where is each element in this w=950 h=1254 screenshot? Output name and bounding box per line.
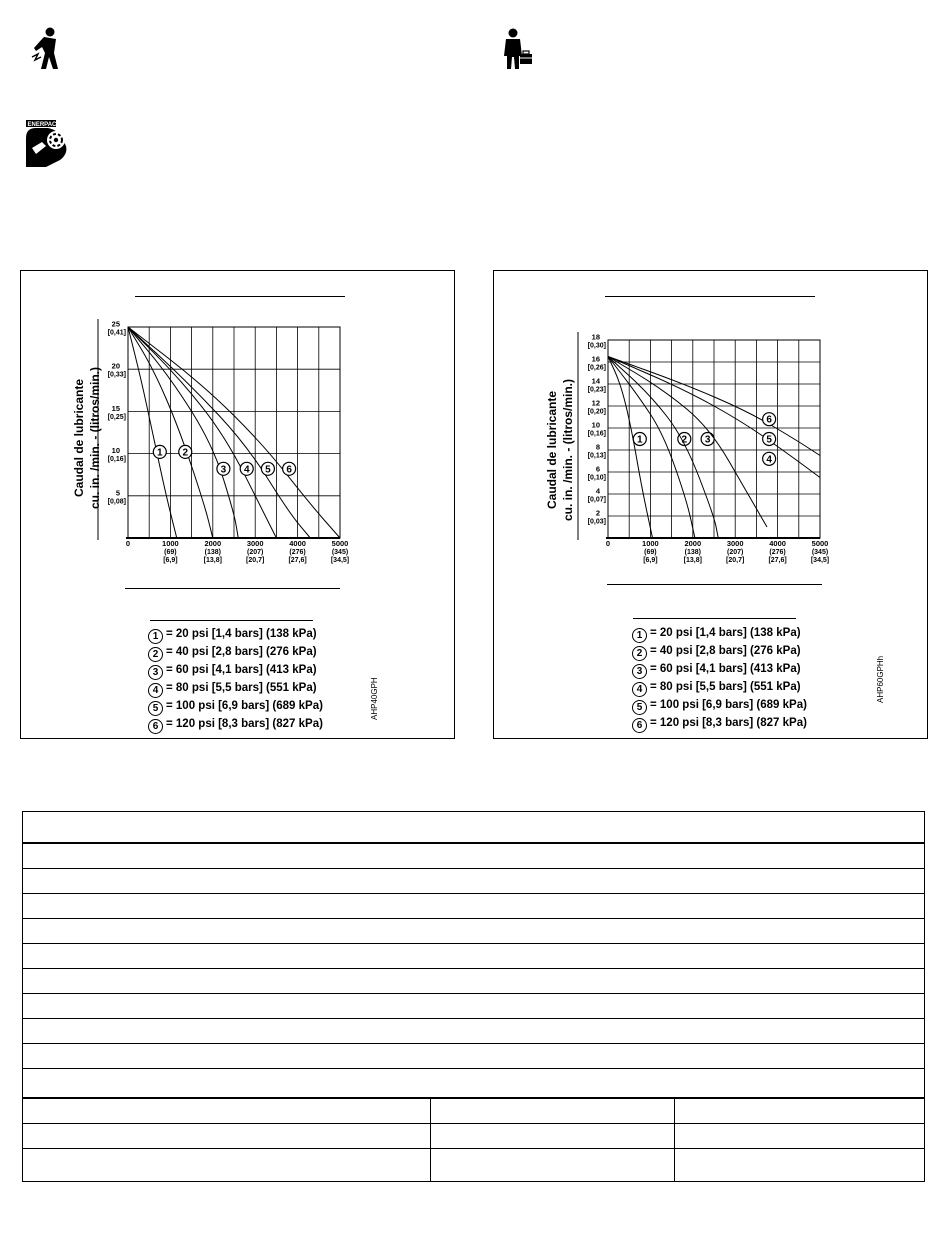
x-tick-label: 0 xyxy=(125,539,131,548)
legend-entry xyxy=(632,625,807,643)
legend-number: 6 xyxy=(148,719,163,734)
series-label-5: 5 xyxy=(265,464,271,476)
y-tick-sublabel: [0,07] xyxy=(587,496,606,504)
y-tick-label: 15 xyxy=(111,403,120,413)
legend-number: 1 xyxy=(148,629,163,644)
x-tick-sublabel: (276) xyxy=(289,549,306,556)
y-tick-sublabel: [0,25] xyxy=(107,413,126,421)
y-tick-sublabel: [0,16] xyxy=(107,456,126,464)
y-axis-label: Caudal de lubricante cu. in. /min. - (litros/min.) xyxy=(545,379,575,522)
table-row xyxy=(23,1124,925,1149)
legend-entry xyxy=(632,715,807,733)
x-tick-label: 3000 xyxy=(726,539,744,548)
y-tick-label: 16 xyxy=(591,354,600,364)
legend-number: 4 xyxy=(632,682,647,697)
legend-text: = 60 psi [4,1 bars] (413 kPa) xyxy=(166,664,317,676)
x-tick-sublabel: (69) xyxy=(644,549,657,556)
x-tick-label: 4000 xyxy=(769,539,786,548)
legend-entry xyxy=(148,680,323,698)
x-tick-label: 3000 xyxy=(246,539,264,548)
legend-text: = 20 psi [1,4 bars] (138 kPa) xyxy=(650,627,801,639)
series-label-1: 1 xyxy=(637,434,643,446)
series-label-6: 6 xyxy=(286,464,292,476)
x-tick-label: 1000 xyxy=(162,539,179,548)
legend-text: = 40 psi [2,8 bars] (276 kPa) xyxy=(650,645,801,657)
x-tick-label: 5000 xyxy=(811,539,829,548)
y-tick-label: 2 xyxy=(595,508,600,518)
electric-hazard-icon xyxy=(30,27,66,71)
y-tick-sublabel: [0,16] xyxy=(587,430,606,438)
legend-entry xyxy=(148,662,323,680)
y-axis-label: Caudal de lubricante cu. in. /min. - (litros/min.) xyxy=(72,367,102,510)
table-row xyxy=(23,1149,925,1182)
series-label-3: 3 xyxy=(704,434,711,446)
x-tick-sublabel: (345) xyxy=(811,549,829,556)
x-tick-sublabel: (345) xyxy=(331,549,349,556)
legend-number: 6 xyxy=(632,718,647,733)
table-row xyxy=(23,843,925,869)
x-tick-sublabel: [34,5] xyxy=(330,557,350,564)
table-header-row xyxy=(23,812,925,844)
legend-text: = 40 psi [2,8 bars] (276 kPa) xyxy=(166,646,317,658)
series-label-4: 4 xyxy=(243,464,250,476)
x-tick-sublabel: (69) xyxy=(164,549,177,556)
x-tick-sublabel: (207) xyxy=(247,549,264,556)
x-tick-sublabel: [27,6] xyxy=(768,557,787,564)
legend-text: = 120 psi [8,3 bars] (827 kPa) xyxy=(166,718,323,730)
legend-number: 2 xyxy=(632,646,647,661)
x-tick-label: 5000 xyxy=(331,539,349,548)
table-row xyxy=(23,919,925,944)
figure-code: AHP40GPH xyxy=(370,677,379,720)
y-tick-sublabel: [0,08] xyxy=(107,498,126,506)
table-subheader-row xyxy=(23,1069,925,1099)
y-tick-sublabel: [0,26] xyxy=(587,364,606,372)
x-tick-sublabel: [20,7] xyxy=(246,557,265,564)
legend-number: 1 xyxy=(632,628,647,643)
x-tick-sublabel: [6,9] xyxy=(643,557,658,564)
table-row xyxy=(23,969,925,994)
enerpac-maintenance-icon xyxy=(26,120,74,168)
y-tick-sublabel: [0,10] xyxy=(587,474,606,482)
y-tick-sublabel: [0,23] xyxy=(587,386,606,394)
y-tick-label: 14 xyxy=(591,376,600,386)
y-tick-sublabel: [0,20] xyxy=(587,408,606,416)
legend-text: = 80 psi [5,5 bars] (551 kPa) xyxy=(650,681,801,693)
y-tick-sublabel: [0,03] xyxy=(587,518,606,526)
legend-entry xyxy=(148,698,323,716)
pressure-legend xyxy=(148,626,323,734)
y-tick-label: 10 xyxy=(111,446,120,456)
figure-code: AHP60GPHh xyxy=(876,655,885,703)
table-row xyxy=(23,1044,925,1069)
table-row xyxy=(23,869,925,894)
series-label-2: 2 xyxy=(681,434,688,446)
series-label-5: 5 xyxy=(766,434,772,446)
legend-text: = 120 psi [8,3 bars] (827 kPa) xyxy=(650,717,807,729)
table-row xyxy=(23,894,925,919)
series-label-1: 1 xyxy=(157,447,163,459)
legend-entry xyxy=(148,644,323,662)
legend-number: 2 xyxy=(148,647,163,662)
x-tick-sublabel: (207) xyxy=(727,549,744,556)
y-tick-label: 12 xyxy=(591,398,600,408)
x-tick-label: 0 xyxy=(605,539,611,548)
table-row xyxy=(23,994,925,1019)
x-tick-sublabel: (138) xyxy=(204,549,221,556)
table-row xyxy=(23,1019,925,1044)
y-tick-sublabel: [0,13] xyxy=(587,452,606,460)
legend-text: = 80 psi [5,5 bars] (551 kPa) xyxy=(166,682,317,694)
legend-title-rule xyxy=(150,620,313,621)
y-tick-label: 6 xyxy=(595,464,600,474)
series-label-4: 4 xyxy=(766,454,772,466)
y-tick-label: 10 xyxy=(591,420,600,430)
operator-with-case-icon xyxy=(501,28,533,70)
y-tick-sublabel: [0,41] xyxy=(107,329,126,337)
x-tick-sublabel: [27,6] xyxy=(288,557,307,564)
series-label-6: 6 xyxy=(766,414,772,426)
y-tick-label: 8 xyxy=(595,442,600,452)
legend-text: = 100 psi [6,9 bars] (689 kPa) xyxy=(650,699,807,711)
x-tick-sublabel: (138) xyxy=(684,549,701,556)
table-row xyxy=(23,944,925,969)
legend-number: 4 xyxy=(148,683,163,698)
series-label-2: 2 xyxy=(182,447,189,459)
x-tick-sublabel: [13,8] xyxy=(683,557,702,564)
x-tick-sublabel: (276) xyxy=(769,549,786,556)
specification-table xyxy=(22,811,925,1182)
x-tick-sublabel: [13,8] xyxy=(203,557,222,564)
series-line-5 xyxy=(128,327,310,538)
enerpac-badge-text: ENERPAC xyxy=(27,121,57,128)
legend-text: = 100 psi [6,9 bars] (689 kPa) xyxy=(166,700,323,712)
x-tick-sublabel: [20,7] xyxy=(726,557,745,564)
x-tick-label: 1000 xyxy=(642,539,659,548)
x-tick-sublabel: [34,5] xyxy=(810,557,830,564)
legend-title-rule xyxy=(633,618,796,619)
series-line-3 xyxy=(128,327,238,538)
y-tick-label: 20 xyxy=(111,361,120,371)
series-line-4 xyxy=(128,327,276,538)
series-label-3: 3 xyxy=(220,464,227,476)
legend-text: = 60 psi [4,1 bars] (413 kPa) xyxy=(650,663,801,675)
y-tick-sublabel: [0,30] xyxy=(587,342,606,350)
table-row xyxy=(23,1098,925,1124)
y-tick-label: 25 xyxy=(111,319,120,329)
y-tick-label: 18 xyxy=(591,332,600,342)
legend-entry xyxy=(148,716,323,734)
legend-number: 5 xyxy=(632,700,647,715)
legend-number: 3 xyxy=(148,665,163,680)
y-tick-label: 4 xyxy=(595,486,600,496)
x-tick-sublabel: [6,9] xyxy=(163,557,178,564)
x-tick-label: 4000 xyxy=(289,539,306,548)
y-tick-sublabel: [0,33] xyxy=(107,371,126,379)
legend-entry xyxy=(632,643,807,661)
y-tick-label: 5 xyxy=(115,488,120,498)
legend-entry xyxy=(632,697,807,715)
legend-entry xyxy=(632,661,807,679)
x-tick-label: 2000 xyxy=(204,539,222,548)
legend-entry xyxy=(632,679,807,697)
x-tick-label: 2000 xyxy=(684,539,702,548)
pressure-legend xyxy=(632,625,807,733)
legend-entry xyxy=(148,626,323,644)
legend-number: 3 xyxy=(632,664,647,679)
legend-number: 5 xyxy=(148,701,163,716)
legend-text: = 20 psi [1,4 bars] (138 kPa) xyxy=(166,628,317,640)
